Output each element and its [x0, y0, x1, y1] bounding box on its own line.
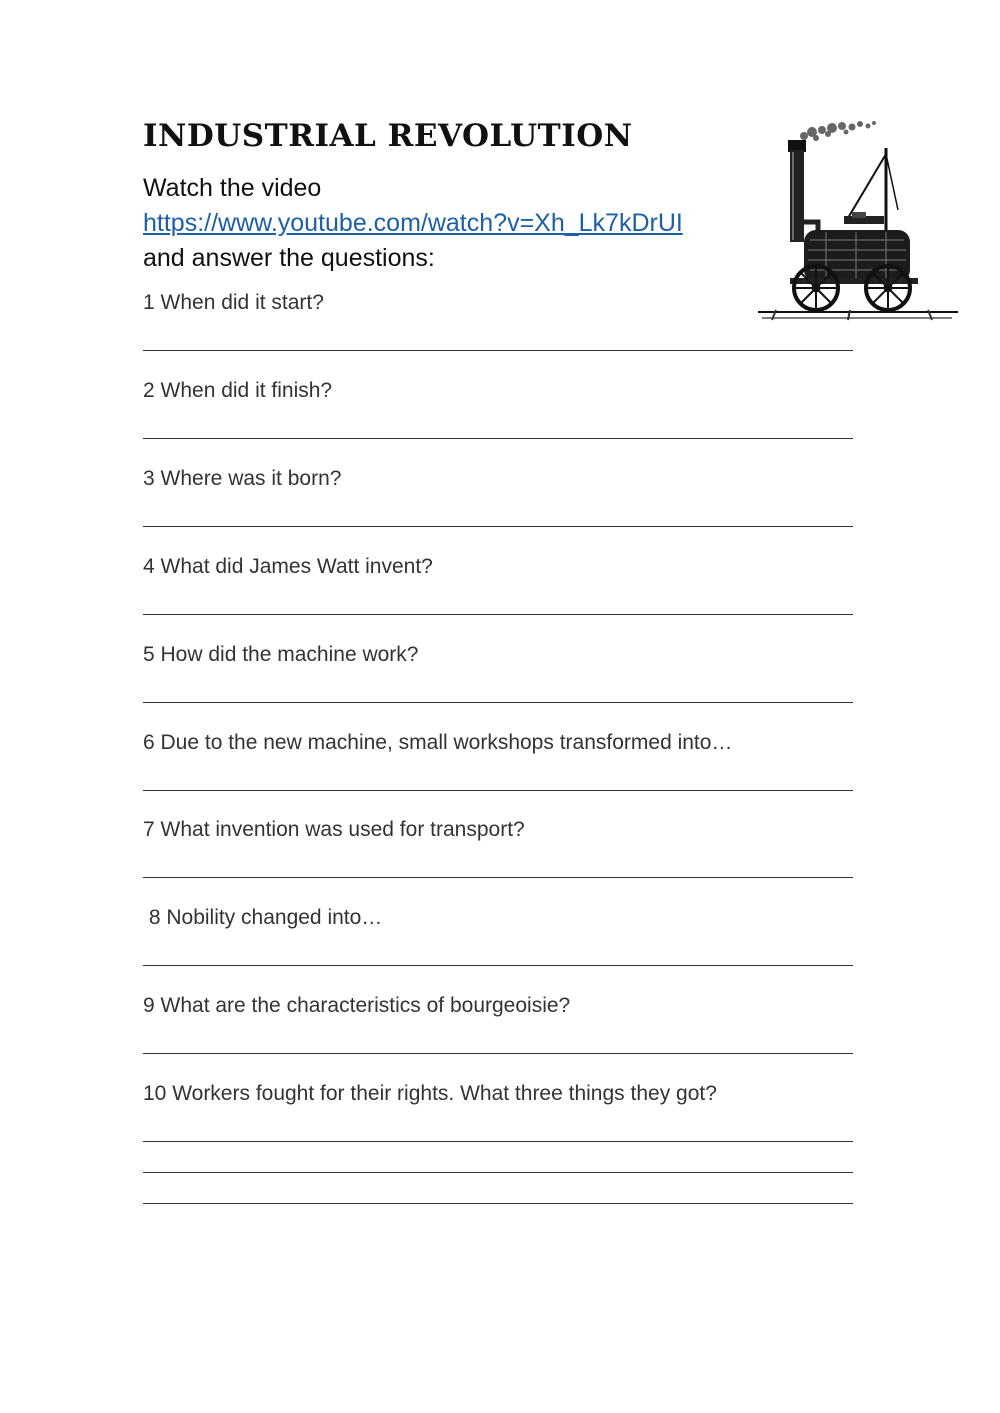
answer-line[interactable] — [143, 614, 853, 615]
answer-line[interactable] — [143, 526, 853, 527]
answer-line[interactable] — [143, 350, 853, 351]
answer-line[interactable] — [143, 1172, 853, 1173]
answer-line[interactable] — [143, 790, 853, 791]
answer-line[interactable] — [143, 877, 853, 878]
question-5: 5 How did the machine work? — [143, 643, 419, 666]
answer-line[interactable] — [143, 1203, 853, 1204]
intro-answer-instruction: and answer the questions: — [143, 244, 435, 272]
question-8: 8 Nobility changed into… — [143, 906, 383, 929]
question-1: 1 When did it start? — [143, 291, 324, 314]
video-link[interactable]: https://www.youtube.com/watch?v=Xh_Lk7kDrUI — [143, 209, 683, 237]
question-6: 6 Due to the new machine, small workshops transformed into… — [143, 731, 733, 754]
answer-line[interactable] — [143, 1053, 853, 1054]
question-2: 2 When did it finish? — [143, 379, 333, 402]
question-10: 10 Workers fought for their rights. What three things they got? — [143, 1082, 717, 1105]
steam-locomotive-icon — [752, 118, 964, 324]
worksheet-title: INDUSTRIAL REVOLUTION — [143, 118, 633, 154]
question-9: 9 What are the characteristics of bourgeoisie? — [143, 994, 571, 1017]
question-4: 4 What did James Watt invent? — [143, 555, 433, 578]
answer-line[interactable] — [143, 1141, 853, 1142]
question-7: 7 What invention was used for transport? — [143, 818, 525, 841]
question-3: 3 Where was it born? — [143, 467, 342, 490]
answer-line[interactable] — [143, 702, 853, 703]
answer-line[interactable] — [143, 965, 853, 966]
intro-instruction: Watch the video — [143, 174, 322, 202]
answer-line[interactable] — [143, 438, 853, 439]
